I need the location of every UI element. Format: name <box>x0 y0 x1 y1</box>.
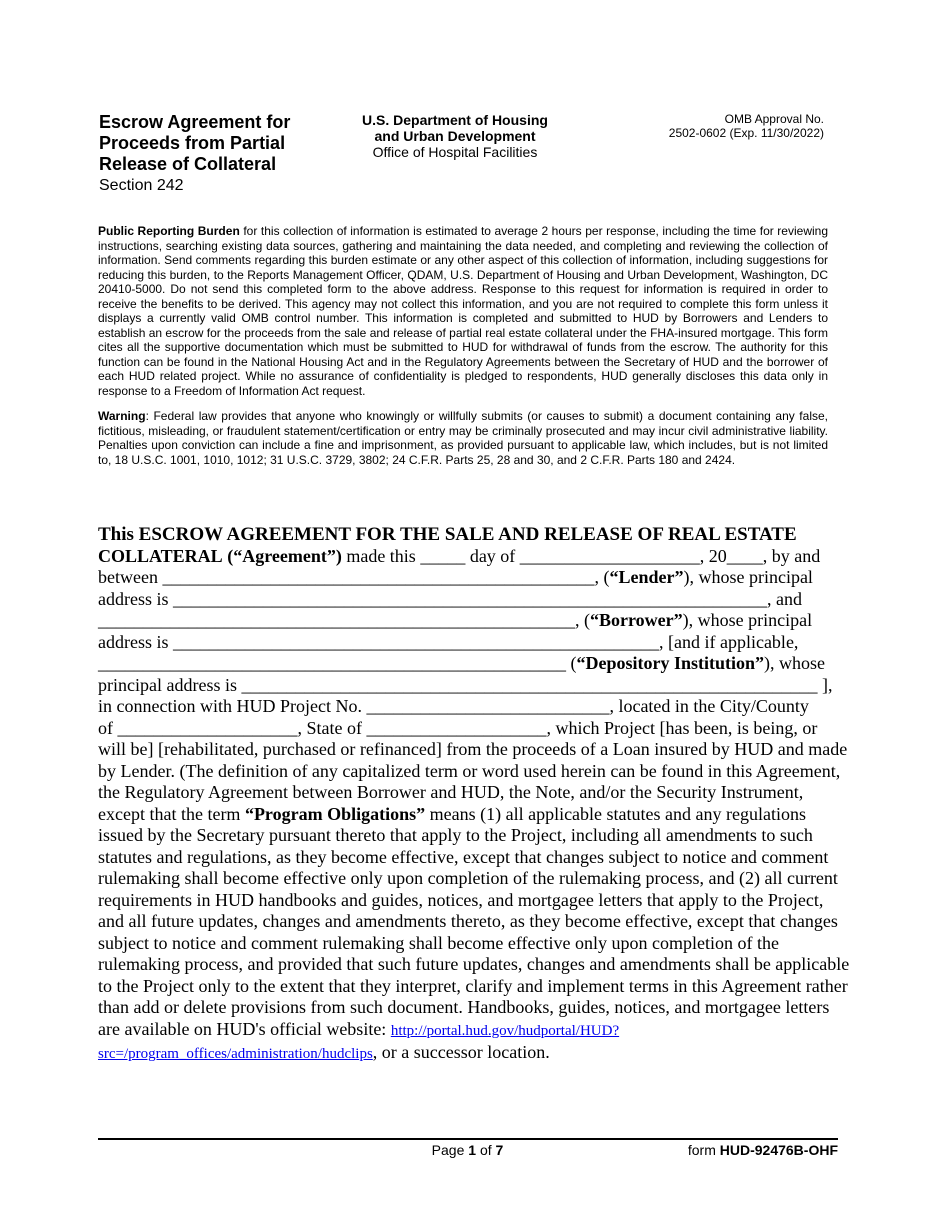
agreement-line-state: of ____________________, State of ____________________, which Project [has been, is being, or <box>98 717 818 738</box>
form-title-line-2: Proceeds from Partial <box>99 133 286 153</box>
hudclips-link[interactable]: http://portal.hud.gov/hudportal/HUD?src=/program_offices/administration/hudclips <box>98 1022 620 1062</box>
depository-term: “Depository Institution” <box>576 653 765 673</box>
agreement-line-lender: between ________________________________________________, (“Lender”), whose principal <box>98 567 813 587</box>
form-section: Section 242 <box>99 177 184 194</box>
agreement-line-project-no: in connection with HUD Project No. ___________________________, located in the City/County <box>98 696 809 716</box>
form-title-line-1: Escrow Agreement for <box>99 112 291 132</box>
page-number: Page 1 of 7 <box>431 1142 504 1158</box>
warning-text: : Federal law provides that anyone who knowingly or willfully submits (or causes to submit) a document containing any false, fictitious, misleading, or fraudulent statement/certification or entry may be criminally prosecuted and may incur civil administrative liability. Penalties upon conviction can include a fine and imprisonment, as provided pursuant to applicable law, which includes, but is not limited to, 18 U.S.C. 1001, 1010, 1012; 31 U.S.C. 3729, 3802; 24 C.F.R. Parts 25, 28 and 30, and 2 C.F.R. Parts 180 and 2424. <box>98 409 828 467</box>
omb-approval-block <box>620 112 824 140</box>
footer-divider <box>98 1138 838 1140</box>
department-line-1: U.S. Department of Housing <box>362 112 548 128</box>
agreement-paragraph: will be] [rehabilitated, purchased or refinanced] from the proceeds of a Loan insured by HUD and made by Lender. (The definition of any capitalized term or word used herein can be found in this Agreement, the Regulatory Agreement between Borrower and HUD, the Note, and/or the Security Instrument, except that the term “Program Obligations” means (1) all applicable statutes and any regulations issued by the Secretary pursuant thereto that apply to the Project, including all amendments to such statutes and regulations, as they become effective, except that changes subject to notice and comment rulemaking shall become effective only upon completion of the rulemaking process, and (2) all current requirements in HUD handbooks and guides, notices, and mortgagee letters that apply to the Project, and all future updates, changes and amendments thereto, as they become effective, except that changes subject to notice and comment rulemaking shall become effective only upon completion of the rulemaking process, and provided that such future updates, changes and amendments shall be applicable to the Project only to the extent that they interpret, clarify and implement terms in this Agreement rather than add or delete provisions from such document. Handbooks, guides, notices, and mortgagee letters are available on HUD's official website: http://portal.hud.gov/hudportal/HUD?src=/program_offices/administration/hudclips, or a successor location. <box>98 739 850 1062</box>
form-title-line-3: Release of Collateral <box>99 154 277 174</box>
agreement-line-borrower-address: address is ______________________________________________________, [and if applicable, <box>98 631 799 652</box>
agreement-line-principal-address: principal address is ________________________________________________________________ ], <box>98 674 833 695</box>
form-number: HUD-92476B-OHF <box>719 1142 838 1158</box>
warning-notice <box>98 409 828 467</box>
agreement-line-made-this: COLLATERAL (“Agreement”) made this _____ day of ____________________, 20____, by and <box>98 545 821 566</box>
omb-approval-number: 2502-0602 (Exp. 11/30/2022) <box>668 126 824 140</box>
warning-label: Warning <box>98 409 146 423</box>
agreement-line-depository: ____________________________________________________ (“Depository Institution”), whose <box>98 653 826 673</box>
department-block <box>350 112 560 160</box>
page-total: 7 <box>495 1142 504 1158</box>
department-line-2: and Urban Development <box>374 128 536 144</box>
borrower-term: “Borrower” <box>590 610 683 630</box>
form-title-block <box>99 112 339 196</box>
burden-text: for this collection of information is estimated to average 2 hours per response, including the time for reviewing instructions, searching existing data sources, gathering and maintaining the data needed, and completing and reviewing the collection of information. Send comments regarding this burden estimate or any other aspect of this collection of information, including suggestions for reducing this burden, to the Reports Management Officer, QDAM, U.S. Department of Housing and Urban Development, Washington, DC 20410-5000. Do not send this completed form to the above address. Response to this request for information is required in order to receive the benefits to be derived. This agency may not collect this information, and you are not required to complete this form unless it displays a currently valid OMB control number. This information is completed and submitted to HUD by Borrowers and Lenders to establish an escrow for the proceeds from the sale and release of partial real estate collateral under the FHA-insured mortgage. This form cites all the supportive documentation which must be submitted to HUD for withdrawal of funds from the escrow. The authority for this function can be found in the National Housing Act and in the Regulatory Agreements between the Secretary of HUD and the borrower of each HUD related project. While no assurance of confidentiality is pledged to respondents, HUD generally discloses this data only in response to a Freedom of Information Act request. <box>98 224 829 398</box>
public-reporting-burden <box>98 224 828 398</box>
agreement-heading: This ESCROW AGREEMENT FOR THE SALE AND RELEASE OF REAL ESTATE <box>98 524 797 545</box>
omb-approval-label: OMB Approval No. <box>724 112 824 126</box>
burden-label: Public Reporting Burden <box>98 224 240 238</box>
program-obligations-term: “Program Obligations” <box>244 803 426 824</box>
agreement-body <box>98 524 850 1066</box>
agreement-term: (“Agreement”) <box>227 545 342 566</box>
agreement-line-lender-address: address is __________________________________________________________________, and <box>98 588 802 609</box>
page-current: 1 <box>468 1142 477 1158</box>
collateral-term: COLLATERAL <box>98 545 223 566</box>
office-name: Office of Hospital Facilities <box>372 144 538 160</box>
agreement-line-borrower: _____________________________________________________, (“Borrower”), whose principal <box>98 610 813 630</box>
lender-term: “Lender” <box>609 567 684 587</box>
form-identifier: form HUD-92476B-OHF <box>687 1142 838 1158</box>
